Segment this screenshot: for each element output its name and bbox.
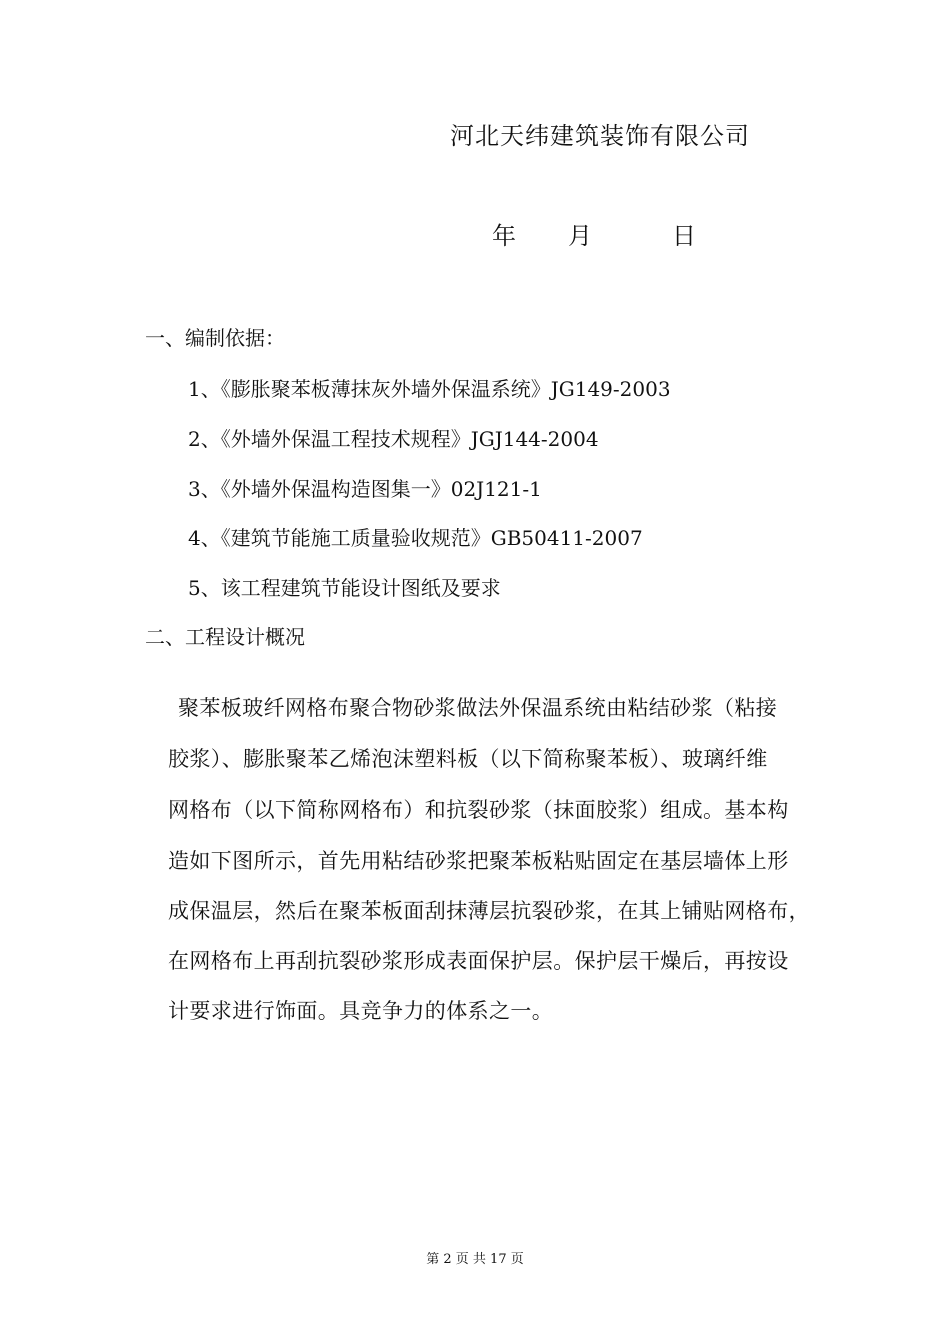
basis-item: 3、《外墙外保温构造图集一》02J121-1: [188, 477, 542, 501]
paragraph-line: 成保温层，然后在聚苯板面刮抹薄层抗裂砂浆，在其上铺贴网格布，: [168, 899, 810, 923]
paragraph-line: 聚苯板玻纤网格布聚合物砂浆做法外保温系统由粘结砂浆（粘接: [178, 696, 778, 720]
paragraph-line: 网格布（以下简称网格布）和抗裂砂浆（抹面胶浆）组成。基本构: [168, 798, 789, 822]
date-year-label: 年: [492, 222, 516, 250]
paragraph-line: 计要求进行饰面。具竞争力的体系之一。: [168, 999, 554, 1023]
paragraph-line: 胶浆）、膨胀聚苯乙烯泡沫塑料板（以下简称聚苯板）、玻璃纤维: [168, 747, 768, 771]
basis-heading: 一、编制依据：: [145, 326, 285, 350]
basis-item: 1、《膨胀聚苯板薄抹灰外墙外保温系统》JG149-2003: [188, 377, 671, 401]
company-name: 河北天纬建筑装饰有限公司: [450, 122, 750, 150]
basis-item: 5、该工程建筑节能设计图纸及要求: [188, 576, 501, 600]
basis-item: 2、《外墙外保温工程技术规程》JGJ144-2004: [188, 427, 599, 451]
page-number-footer: 第 2 页 共 17 页: [426, 1252, 524, 1267]
date-month-label: 月: [568, 222, 592, 250]
overview-heading: 二、工程设计概况: [145, 625, 305, 649]
basis-item: 4、《建筑节能施工质量验收规范》GB50411-2007: [188, 526, 643, 550]
paragraph-line: 造如下图所示，首先用粘结砂浆把聚苯板粘贴固定在基层墙体上形: [168, 849, 789, 873]
date-day-label: 日: [672, 222, 696, 250]
paragraph-line: 在网格布上再刮抗裂砂浆形成表面保护层。保护层干燥后，再按设: [168, 949, 789, 973]
